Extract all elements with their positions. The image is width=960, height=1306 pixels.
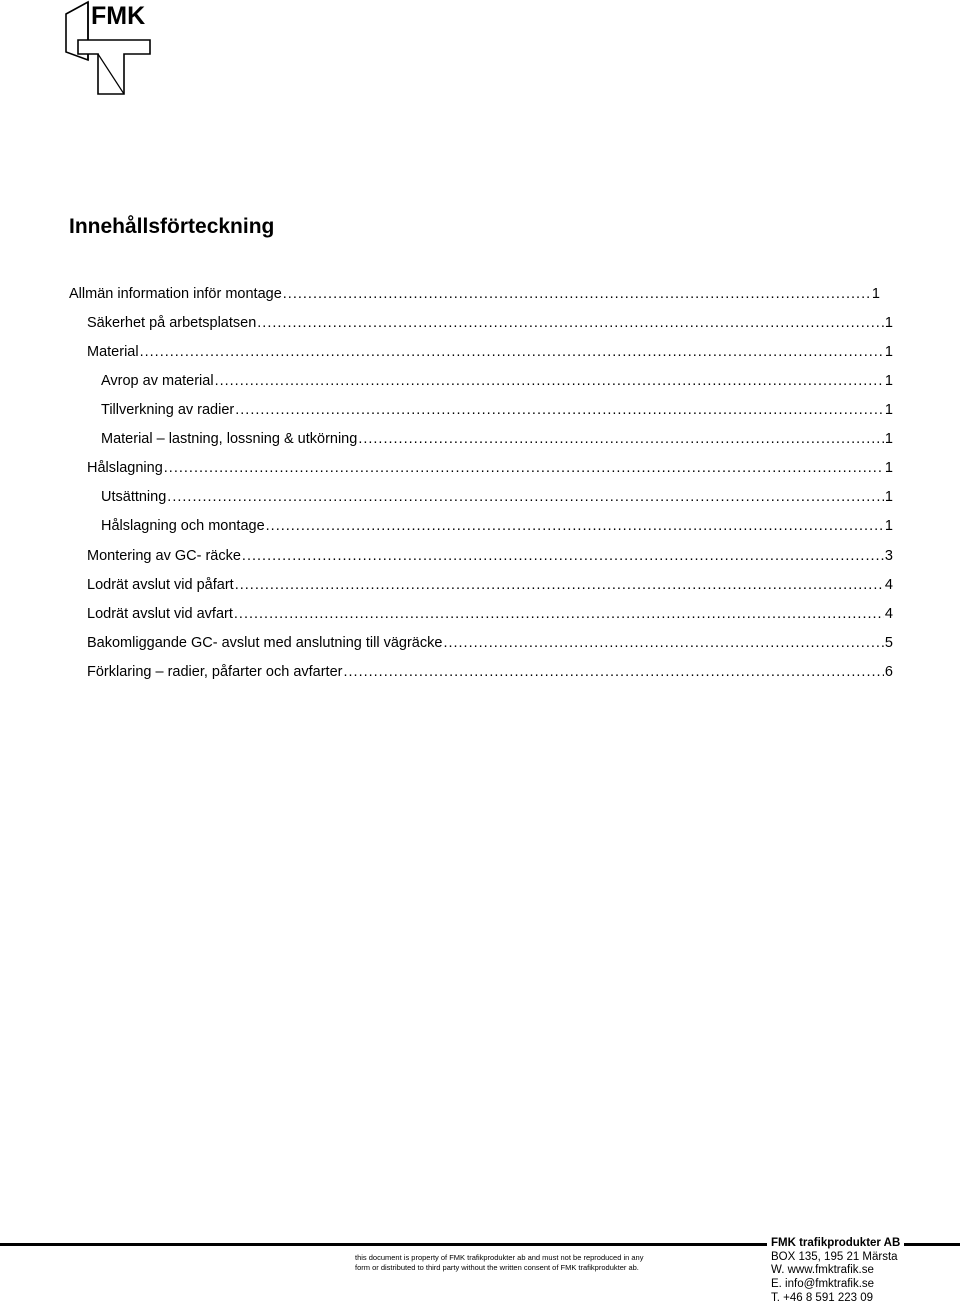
toc-entry-page: 1	[884, 373, 893, 389]
company-web: W. www.fmktrafik.se	[771, 1264, 874, 1277]
logo-text: FMK	[91, 2, 146, 30]
toc-entry-label: Säkerhet på arbetsplatsen	[87, 315, 257, 331]
copyright-line: form or distributed to third party without the written consent of FMK trafikprodukter ab.	[355, 1263, 639, 1272]
toc-entry[interactable]	[87, 458, 893, 478]
company-address: BOX 135, 195 21 Märsta	[771, 1250, 898, 1263]
toc-entry-page: 4	[884, 577, 893, 593]
toc-entry-page: 4	[884, 606, 893, 622]
toc-entry-label: Material – lastning, lossning & utkörning	[101, 431, 358, 447]
toc-entry-label: Hålslagning och montage	[101, 518, 265, 534]
toc-entry-label: Montering av GC- räcke	[87, 548, 241, 564]
company-phone: T. +46 8 591 223 09	[771, 1291, 873, 1304]
toc-entry-page: 1	[884, 344, 893, 360]
toc-entry[interactable]	[87, 662, 893, 682]
toc-entry-label: Tillverkning av radier	[101, 402, 235, 418]
toc-entry[interactable]	[101, 516, 893, 536]
toc-entry-page: 3	[884, 548, 893, 564]
toc-entry[interactable]	[69, 284, 880, 304]
copyright-line: this document is property of FMK trafikprodukter ab and must not be reproduced in any	[355, 1253, 644, 1262]
toc-entry-label: Lodrät avslut vid avfart	[87, 606, 233, 622]
toc-entry[interactable]	[101, 400, 893, 420]
toc-entry-page: 1	[884, 315, 893, 331]
toc-title: Innehållsförteckning	[69, 215, 275, 238]
toc-entry-page: 1	[871, 286, 880, 302]
company-name: FMK trafikprodukter AB	[771, 1237, 901, 1249]
toc-entry-page: 5	[884, 635, 893, 651]
toc-entry[interactable]	[87, 575, 893, 595]
copyright-notice	[355, 1253, 655, 1273]
toc-entry[interactable]	[101, 487, 893, 507]
toc-entry-page: 1	[884, 402, 893, 418]
toc-entry-page: 1	[884, 431, 893, 447]
toc-entry[interactable]	[87, 342, 893, 362]
toc-entry-label: Utsättning	[101, 489, 167, 505]
toc-entry[interactable]	[87, 546, 893, 566]
toc-entry-label: Allmän information inför montage	[69, 286, 282, 302]
toc-entry-label: Bakomliggande GC- avslut med anslutning till vägräcke	[87, 635, 443, 651]
toc-entry-label: Avrop av material	[101, 373, 214, 389]
toc-entry-page: 1	[884, 460, 893, 476]
company-email: E. info@fmktrafik.se	[771, 1278, 875, 1291]
toc-entry-label: Material	[87, 344, 139, 360]
toc-entry[interactable]	[101, 429, 893, 449]
toc-entry-label: Hålslagning	[87, 460, 163, 476]
toc-entry-page: 1	[884, 489, 893, 505]
toc-entry[interactable]	[101, 371, 893, 391]
toc-entry[interactable]	[87, 633, 893, 653]
toc-entry-label: Lodrät avslut vid påfart	[87, 577, 234, 593]
toc-entry[interactable]	[87, 313, 893, 333]
fmk-logo	[58, 0, 158, 100]
toc-entry-page: 6	[884, 664, 893, 680]
toc-entry-page: 1	[884, 518, 893, 534]
toc-entry-label: Förklaring – radier, påfarter och avfarter	[87, 664, 343, 680]
toc-entry[interactable]	[87, 604, 893, 624]
company-info	[767, 1237, 904, 1306]
